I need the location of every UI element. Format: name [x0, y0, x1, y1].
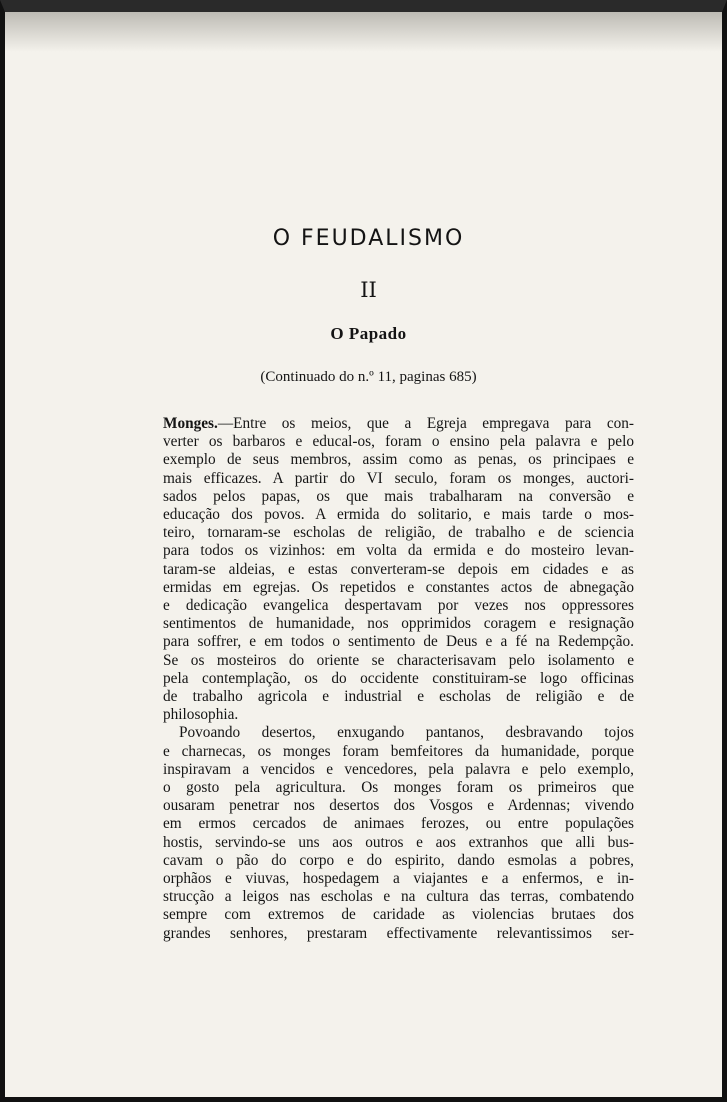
body-line: para todos os vizinhos: em volta da ermida e do mosteiro levan- — [163, 542, 634, 560]
body-line: sentimentos de humanidade, nos opprimidos coragem e resignação — [163, 615, 634, 633]
body-line: educação dos povos. A ermida do solitario, e mais tarde o mos- — [163, 506, 634, 524]
body-line: Se os mosteiros do oriente se characterisavam pelo isolamento e — [163, 651, 634, 669]
article-body — [163, 415, 634, 943]
body-line: taram-se aldeias, e estas converteram-se depois em cidades e as — [163, 560, 634, 578]
body-line: de trabalho agricola e industrial e escholas de religião e de — [163, 688, 634, 706]
body-line: para soffrer, e em todos o sentimento de Deus e a fé na Redempção. — [163, 633, 634, 651]
paragraph-povoando — [163, 724, 634, 942]
body-line: philosophia. — [163, 706, 239, 724]
body-line: grandes senhores, prestaram effectivamente relevantissimos ser- — [163, 924, 634, 942]
body-line: em ermos cercados de animaes ferozes, ou entre populações — [163, 815, 634, 833]
body-line: ousaram penetrar nos desertos dos Vosgos e Ardennas; vivendo — [163, 797, 634, 815]
paragraph-monges — [163, 415, 634, 724]
body-line: ermidas em egrejas. Os repetidos e constantes actos de abnegação — [163, 578, 634, 596]
part-number: II — [360, 278, 377, 302]
body-line: e charnecas, os monges foram bemfeitores da humanidade, porque — [163, 742, 634, 760]
body-line: sempre com extremos de caridade as violencias brutaes dos — [163, 906, 634, 924]
body-line: e dedicação evangelica despertavam por vezes nos oppressores — [163, 597, 634, 615]
body-line: exemplo de seus membros, assim como as penas, os principaes e — [163, 451, 634, 469]
body-line: Povoando desertos, enxugando pantanos, desbravando tojos — [179, 724, 634, 742]
body-line: cavam o pão do corpo e do espirito, dando esmolas a pobres, — [163, 851, 634, 869]
body-line: inspiravam a vencidos e vencedores, pela palavra e pelo exemplo, — [163, 760, 634, 778]
body-line: hostis, servindo-se uns aos outros e aos extranhos que alli bus- — [163, 833, 634, 851]
section-subtitle: O Papado — [330, 324, 407, 343]
body-line: strucção a leigos nas escholas e na cultura das terras, combatendo — [163, 888, 634, 906]
continuation-note: (Continuado do n.º 11, paginas 685) — [260, 369, 477, 385]
body-line: verter os barbaros e educal-os, foram o ensino pela palavra e pelo — [163, 433, 634, 451]
body-line: orphãos e viuvas, hospedagem a viajantes e a enfermos, e in- — [163, 870, 634, 888]
article-title: O FEUDALISMO — [272, 226, 465, 251]
body-line: o gosto pela agricultura. Os monges foram os primeiros que — [163, 779, 634, 797]
body-line: pela contemplação, os do occidente constituiram-se logo officinas — [163, 669, 634, 687]
body-line: mais efficazes. A partir do VI seculo, foram os monges, auctori- — [163, 469, 634, 487]
paragraph-lead: Monges. — [163, 415, 218, 432]
body-line: Monges.—Entre os meios, que a Egreja empregava para con- — [163, 415, 634, 432]
body-line: teiro, tornaram-se escholas de religião, de trabalho e de sciencia — [163, 524, 634, 542]
body-line: sados pelos papas, os que mais trabalharam na conversão e — [163, 487, 634, 505]
scan-edge-shadow — [5, 12, 722, 52]
